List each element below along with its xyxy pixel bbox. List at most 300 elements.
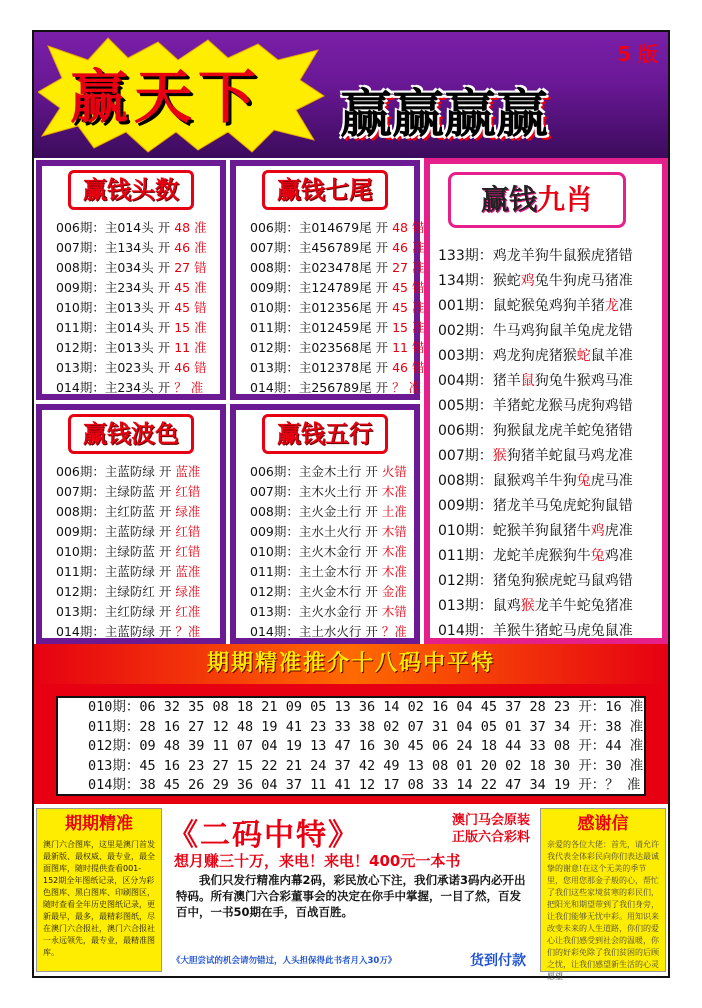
zodiac-hit: 蛇	[576, 348, 591, 364]
verdict-label: 错	[187, 544, 201, 559]
heads-box	[36, 160, 226, 400]
verdict-label: 准	[187, 604, 201, 619]
verdict-label: 准	[411, 300, 425, 315]
codes-row	[58, 737, 644, 757]
code-numbers: 09 48 39 11 07 04 19 13 47 16 30 45 06 24 18 44 33 08	[139, 738, 571, 754]
verdict-label: 错	[394, 524, 407, 539]
period-label: 007期：	[56, 240, 105, 255]
result-value: 45	[174, 300, 191, 315]
verdict-label: 准	[187, 504, 201, 519]
colors-row	[42, 602, 220, 622]
verdict-label: 错	[618, 248, 633, 264]
verdict-label: 准	[618, 273, 633, 289]
open-label: 开	[375, 300, 389, 315]
zodiac-row	[430, 419, 662, 444]
period-label: 007期：	[56, 484, 105, 499]
hotline-text: 想月赚三十万，来电！来电！400元一本书	[174, 852, 461, 870]
period-label: 006期：	[250, 220, 299, 235]
verdict-label: 错	[618, 323, 633, 339]
codes-row	[58, 698, 644, 718]
result-value: 红	[175, 544, 188, 559]
masthead	[34, 32, 668, 158]
result-value: 木	[381, 564, 395, 579]
pick-text: 主绿防蓝	[104, 484, 155, 499]
zodiac-title-a: 赢钱	[480, 183, 537, 216]
period-label: 008期：	[56, 504, 105, 519]
result-value: 45	[392, 300, 408, 315]
pick-text: 主234头	[104, 280, 154, 295]
open-label: 开	[157, 240, 171, 255]
zodiac-row	[430, 544, 662, 569]
period-label: 001期：	[438, 298, 493, 314]
codes-section	[34, 644, 668, 804]
heads-rows	[42, 218, 220, 398]
result-value: ？	[392, 380, 405, 395]
period-label: 006期：	[56, 220, 105, 235]
zodiac-picks: 鸡龙羊狗牛鼠猴虎猪	[492, 248, 619, 264]
pick-text: 主014头	[104, 320, 154, 335]
result-value: 27	[392, 260, 408, 275]
period-label: 013期：	[56, 604, 105, 619]
period-label: 003期：	[438, 348, 493, 364]
period-label: 014期：	[250, 624, 299, 639]
tails-title: 赢钱七尾	[262, 170, 388, 210]
period-label: 007期：	[250, 484, 299, 499]
edition-label: 5 版	[617, 42, 658, 66]
heads-row	[42, 218, 220, 238]
open-label: 开	[365, 544, 378, 559]
open-label: 开	[365, 584, 378, 599]
zodiac-row	[430, 444, 662, 469]
code-numbers: 28 16 27 12 48 19 41 23 33 38 02 07 31 04 05 01 37 34	[139, 718, 571, 735]
period-label: 006期：	[56, 464, 105, 479]
verdict-label: 准	[187, 584, 201, 599]
footnote-text: 《大胆尝试的机会请勿错过，人头担保得此书者月入30万》	[172, 956, 397, 966]
pick-text: 主034头	[104, 260, 154, 275]
open-label: 开	[365, 524, 378, 539]
zodiac-row	[430, 594, 662, 619]
open-label: 开	[365, 624, 378, 639]
thanks-text: 亲爱的各位大佬：首先，请允许我代表全体彩民向你们表达最诚挚的谢意!在这个无美的季节里，您用您那金子般的心，帮忙了我们这些家境贫寒的彩民们，把阳光和期望带到了我们身旁，让我们能够无忧中彩。用知识来改变未来的人生道路，你们的爱心让我们感受到社会的温暖，你们的好彩免除了我们贫困的后顾之忧，让我们感望新生活的心灵愿望	[547, 840, 659, 981]
period-label: 012期：	[56, 584, 105, 599]
verdict-label: 准	[626, 777, 641, 793]
period-label: 010期：	[56, 300, 105, 315]
tails-row	[236, 278, 425, 298]
open-label: 开	[375, 320, 389, 335]
pick-text: 主红防绿	[104, 604, 155, 619]
result-value: 红	[175, 484, 188, 499]
verdict-label: 准	[194, 220, 207, 235]
verdict-label: 准	[411, 240, 425, 255]
zodiac-row	[430, 569, 662, 594]
zodiac-row	[430, 319, 662, 344]
tails-row	[236, 378, 422, 398]
open-label: 开	[158, 464, 172, 479]
open-label: 开	[158, 504, 172, 519]
period-label: 005期：	[438, 398, 493, 414]
verdict-label: 错	[618, 573, 633, 589]
result-value: 11	[392, 340, 408, 355]
verdict-label: 错	[187, 524, 201, 539]
elements-row	[236, 542, 414, 562]
verdict-label: 准	[394, 584, 407, 599]
open-label: 开	[158, 524, 172, 539]
zodiac-hit: 龙	[604, 298, 619, 314]
zodiac-hit: 兔	[576, 473, 591, 489]
result-value: 木	[381, 544, 395, 559]
open-label: 开	[157, 220, 171, 235]
period-label: 009期：	[250, 524, 299, 539]
zodiac-row	[430, 619, 662, 644]
thanks-letter	[540, 808, 666, 981]
verdict-label: 准	[394, 624, 407, 639]
zodiac-picks: 鼠蛇猴兔鸡狗羊猪	[492, 298, 605, 314]
heads-row	[42, 378, 220, 398]
result-value: 红	[175, 604, 188, 619]
elements-box	[230, 404, 420, 644]
period-label: 002期：	[438, 323, 493, 339]
period-label: 013期：	[250, 604, 299, 619]
verdict-label: 错	[618, 398, 633, 414]
verdict-label: 错	[618, 423, 633, 439]
tails-row	[236, 318, 425, 338]
period-label: 010期：	[250, 300, 299, 315]
verdict-label: 错	[411, 340, 425, 355]
elements-row	[236, 582, 414, 602]
zodiac-box	[424, 158, 668, 644]
result-value: 绿	[175, 504, 188, 519]
verdict-label: 错	[394, 464, 407, 479]
zodiac-picks-rest: 虎马	[590, 473, 619, 489]
verdict-label: 准	[629, 738, 644, 754]
two-code-ad	[168, 806, 532, 976]
zodiac-picks-rest: 狗兔牛猴鸡马	[534, 373, 619, 389]
colors-rows	[42, 462, 220, 642]
zodiac-picks: 猴蛇	[492, 273, 521, 289]
result-value: 蓝	[175, 564, 188, 579]
verdict-label: 准	[194, 280, 207, 295]
pick-text: 主256789尾	[298, 380, 372, 395]
period-label: 133期：	[438, 248, 493, 264]
open-label: 开	[158, 544, 172, 559]
zodiac-row	[430, 369, 662, 394]
open-label: 开	[375, 220, 389, 235]
pick-text: 主金木土行	[298, 464, 362, 479]
zodiac-picks-rest: 虎	[604, 523, 619, 539]
verdict-label: 准	[618, 448, 633, 464]
open-label: 开	[157, 380, 171, 395]
colors-row	[42, 522, 220, 542]
period-label: 013期：	[56, 360, 105, 375]
verdict-label: 准	[194, 320, 207, 335]
heads-row	[42, 358, 220, 378]
period-label: 010期：	[250, 544, 299, 559]
period-label: 011期：	[88, 718, 140, 735]
period-label: 014期：	[56, 380, 105, 395]
period-label: 010期：	[438, 523, 493, 539]
zodiac-hit: 猴	[492, 448, 507, 464]
pick-text: 主土水火行	[298, 624, 362, 639]
tails-row	[236, 258, 425, 278]
colors-row	[42, 542, 220, 562]
pick-text: 主水土火行	[298, 524, 362, 539]
colors-row	[42, 482, 220, 502]
verdict-label: 错	[194, 360, 207, 375]
verdict-label: 准	[194, 240, 207, 255]
period-label: 014期：	[438, 623, 493, 639]
org-line-1: 澳门马会原装	[451, 813, 530, 828]
period-label: 009期：	[56, 280, 105, 295]
open-value: 开：？	[578, 777, 619, 793]
pick-text: 主绿防红	[104, 584, 155, 599]
zodiac-picks: 猪龙羊马兔虎蛇狗鼠	[492, 498, 619, 514]
zodiac-picks-rest: 狗猪羊蛇鼠马鸡龙	[506, 448, 619, 464]
result-value: 红	[175, 524, 188, 539]
open-label: 开	[375, 240, 389, 255]
verdict-label: 错	[194, 300, 207, 315]
colors-row	[42, 462, 220, 482]
zodiac-row	[430, 469, 662, 494]
open-value: 开：44	[578, 738, 622, 754]
tails-row	[236, 238, 425, 258]
period-label: 010期：	[88, 699, 140, 715]
result-value: 45	[174, 280, 191, 295]
verdict-label: 准	[629, 699, 644, 715]
zodiac-picks: 牛马鸡狗鼠羊兔虎龙	[492, 323, 619, 339]
tails-row	[236, 358, 425, 378]
pick-text: 主木火土行	[298, 484, 362, 499]
period-label: 013期：	[250, 360, 299, 375]
verdict-label: 准	[411, 320, 425, 335]
pick-text: 主蓝防绿	[104, 564, 155, 579]
result-value: 木	[381, 524, 395, 539]
verdict-label: 准	[194, 340, 207, 355]
org-label	[452, 812, 530, 846]
colors-row	[42, 562, 220, 582]
promise-text: 我们只发行精准内幕2码，彩民放心下注，我们承诺3码内必开出特码。所有澳门六合彩董事会的决定在你手中掌握，一目了然，百发百中，一书50期在手，百战百胜。	[176, 873, 526, 919]
period-label: 012期：	[88, 738, 140, 754]
zodiac-picks-rest: 鼠羊	[590, 348, 619, 364]
result-value: 46	[392, 360, 408, 375]
zodiac-picks-rest: 兔牛狗虎马猪	[534, 273, 619, 289]
period-label: 006期：	[438, 423, 493, 439]
zodiac-row	[430, 519, 662, 544]
tails-row	[236, 218, 425, 238]
elements-row	[236, 482, 414, 502]
two-code-title: 《二码中特》	[168, 818, 360, 853]
period-label: 006期：	[250, 464, 299, 479]
period-label: 010期：	[56, 544, 105, 559]
pick-text: 主023头	[104, 360, 154, 375]
pick-text: 主134头	[104, 240, 154, 255]
heads-row	[42, 338, 220, 358]
open-label: 开	[157, 280, 171, 295]
open-label: 开	[365, 464, 378, 479]
zodiac-picks: 羊猴牛猪蛇马虎兔鼠	[492, 623, 619, 639]
pick-text: 主014头	[104, 220, 154, 235]
open-label: 开	[365, 604, 378, 619]
zodiac-hit: 鸡	[590, 523, 605, 539]
result-value: 火	[381, 464, 395, 479]
elements-row	[236, 502, 414, 522]
verdict-label: 准	[618, 548, 633, 564]
period-label: 008期：	[250, 504, 299, 519]
zodiac-hit: 鸡	[520, 273, 535, 289]
pick-text: 主土金木行	[298, 564, 362, 579]
zodiac-picks: 猪羊	[492, 373, 521, 389]
zodiac-row	[430, 344, 662, 369]
open-value: 开：30	[578, 757, 622, 774]
result-value: ？	[381, 624, 395, 639]
tails-row	[236, 338, 425, 358]
pick-text: 主012459尾	[298, 320, 372, 335]
result-value: 48	[174, 220, 191, 235]
period-label: 014期：	[88, 777, 140, 793]
zodiac-picks: 蛇猴羊狗鼠猪牛	[492, 523, 591, 539]
period-label: 012期：	[56, 340, 105, 355]
open-label: 开	[157, 360, 171, 375]
zodiac-picks: 狗猴鼠龙虎羊蛇兔猪	[492, 423, 619, 439]
zodiac-row	[430, 294, 662, 319]
verdict-label: 准	[618, 623, 633, 639]
period-label: 011期：	[56, 320, 105, 335]
zodiac-rows	[430, 244, 662, 644]
verdict-label: 准	[618, 348, 633, 364]
pick-text: 主124789尾	[298, 280, 372, 295]
open-label: 开	[375, 360, 389, 375]
code-numbers: 06 32 35 08 18 21 09 05 13 36 14 02 16 04 45 37 28 23	[139, 699, 571, 715]
zodiac-hit: 猴	[520, 598, 535, 614]
zodiac-hit: 鼠	[520, 373, 535, 389]
period-label: 014期：	[56, 624, 105, 639]
open-value: 开：16	[578, 699, 622, 715]
open-label: 开	[158, 624, 172, 639]
bottom-section	[34, 806, 668, 981]
verdict-label: 错	[618, 498, 633, 514]
open-label: 开	[365, 504, 378, 519]
period-label: 008期：	[250, 260, 299, 275]
heads-title: 赢钱头数	[68, 170, 194, 210]
period-label: 013期：	[88, 757, 140, 774]
period-label: 009期：	[250, 280, 299, 295]
open-label: 开	[375, 260, 389, 275]
open-label: 开	[158, 484, 172, 499]
open-label: 开	[365, 484, 378, 499]
period-label: 007期：	[250, 240, 299, 255]
zodiac-picks: 鼠猴鸡羊牛狗	[492, 473, 577, 489]
masthead-slogan: 赢赢赢赢	[340, 85, 549, 145]
period-label: 012期：	[250, 340, 299, 355]
tails-row	[236, 298, 425, 318]
result-value: 11	[174, 340, 191, 355]
left-notice-text: 澳门六合图库，这里是澳门首发最新版、最权威、最专业，最全面图库，随时提供查看001-152期全年图纸记录，区分为彩色图库、黑白图库、印刷图区，随时查看全年历史图纸记录，更新最早，最多，最精彩图纸，尽在澳门六合报社，澳门六合报社一永远领先，最专业，最精准图库。	[43, 840, 155, 957]
open-label: 开	[157, 260, 171, 275]
pick-text: 主蓝防绿	[104, 524, 155, 539]
verdict-label: 准	[394, 564, 407, 579]
zodiac-picks: 鼠鸡	[492, 598, 521, 614]
heads-row	[42, 298, 220, 318]
period-label: 009期：	[56, 524, 105, 539]
result-value: 土	[381, 504, 395, 519]
elements-row	[236, 522, 414, 542]
zodiac-row	[430, 394, 662, 419]
result-value: 木	[381, 484, 395, 499]
verdict-label: 准	[187, 624, 201, 639]
verdict-label: 准	[618, 473, 633, 489]
open-label: 开	[158, 584, 172, 599]
result-value: 15	[392, 320, 408, 335]
elements-rows	[236, 462, 414, 642]
period-label: 134期：	[438, 273, 493, 289]
zodiac-picks: 鸡龙狗虎猪猴	[492, 348, 577, 364]
pick-text: 主012356尾	[298, 300, 372, 315]
pick-text: 主023478尾	[298, 260, 372, 275]
zodiac-row	[430, 494, 662, 519]
verdict-label: 准	[618, 373, 633, 389]
heads-row	[42, 278, 220, 298]
period-label: 014期：	[250, 380, 299, 395]
verdict-label: 准	[190, 380, 204, 395]
verdict-label: 错	[394, 604, 407, 619]
codes-row	[58, 718, 644, 738]
verdict-label: 准	[187, 464, 201, 479]
zodiac-picks: 羊猪蛇龙猴马虎狗鸡	[492, 398, 619, 414]
verdict-label: 准	[408, 380, 422, 395]
result-value: 45	[392, 280, 408, 295]
period-label: 012期：	[438, 573, 493, 589]
verdict-label: 准	[187, 564, 201, 579]
heads-row	[42, 258, 220, 278]
codes-row	[58, 776, 644, 796]
verdict-label: 准	[394, 504, 407, 519]
pick-text: 主绿防蓝	[104, 544, 155, 559]
zodiac-picks: 猪兔狗猴虎蛇马鼠鸡	[492, 573, 619, 589]
pick-text: 主火水金行	[298, 604, 362, 619]
verdict-label: 准	[629, 718, 644, 735]
verdict-label: 错	[411, 220, 425, 235]
open-label: 开	[375, 280, 389, 295]
codes-banner: 期期精准推介十八码中平特	[34, 644, 668, 684]
pay-on-delivery: 货到付款	[470, 953, 526, 969]
open-label: 开	[365, 564, 378, 579]
pick-text: 主013头	[104, 340, 154, 355]
result-value: ？	[174, 380, 187, 395]
codes-row	[58, 757, 644, 777]
result-value: 蓝	[175, 464, 188, 479]
colors-title: 赢钱波色	[68, 414, 194, 454]
period-label: 011期：	[438, 548, 493, 564]
open-label: 开	[157, 340, 171, 355]
open-label: 开	[157, 300, 171, 315]
period-label: 011期：	[56, 564, 105, 579]
colors-row	[42, 502, 220, 522]
period-label: 008期：	[438, 473, 493, 489]
verdict-label: 准	[618, 598, 633, 614]
open-label: 开	[158, 604, 172, 619]
elements-row	[236, 602, 414, 622]
pick-text: 主红防蓝	[104, 504, 155, 519]
heads-row	[42, 238, 220, 258]
code-numbers: 38 45 26 29 36 04 37 11 41 12 17 08 33 14 22 47 34 19	[139, 777, 571, 793]
pick-text: 主火木金行	[298, 544, 362, 559]
result-value: 15	[174, 320, 191, 335]
left-notice-title: 期期精准	[65, 814, 133, 834]
tails-rows	[236, 218, 425, 398]
open-label: 开	[158, 564, 172, 579]
result-value: ？	[175, 624, 188, 639]
left-notice	[36, 808, 162, 972]
result-value: 27	[174, 260, 191, 275]
